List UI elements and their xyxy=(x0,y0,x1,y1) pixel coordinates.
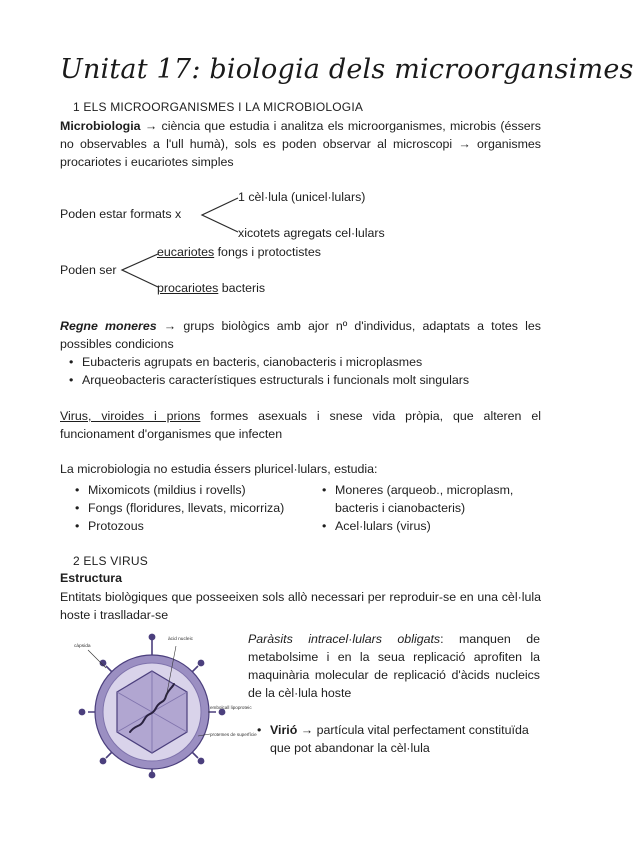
list-item: • Protozous xyxy=(66,517,316,535)
section-1-heading: 1 ELS MICROORGANISMES I LA MICROBIOLOGIA xyxy=(73,100,364,114)
studies-left-list xyxy=(66,481,316,535)
ser-branch-2 xyxy=(157,281,265,295)
list-item: • Fongs (floridures, llevats, micorriza) xyxy=(66,499,316,517)
list-item: • Mixomicots (mildius i rovells) xyxy=(66,481,316,499)
studies-intro: La microbiologia no estudia éssers pluricel·lulars, estudia: xyxy=(60,462,378,476)
virus-text: formes asexuals i snese vida pròpia, que alteren el funcionament d'organismes que infecten xyxy=(60,409,541,441)
page-title: Unitat 17: biologia dels microorgansimes xyxy=(60,54,634,85)
ser-label: Poden ser xyxy=(60,263,117,277)
eucariotes-text: fongs i protoctistes xyxy=(214,245,321,259)
procariotes-term: procariotes xyxy=(157,281,219,295)
procariotes-text: bacteris xyxy=(218,281,266,295)
parasits-paragraph xyxy=(248,630,540,702)
list-item: • Moneres (arqueob., microplasm, bacteris i cianobacteris) xyxy=(313,481,545,517)
virio-text: → partícula vital perfectament constituïda que pot abandonar la cèl·lula xyxy=(270,723,529,755)
estructura-subheading: Estructura xyxy=(60,571,122,585)
eucariotes-term: eucariotes xyxy=(157,245,215,259)
formats-label: Poden estar formats x xyxy=(60,207,182,221)
microbiologia-definition xyxy=(60,117,541,171)
studies-right-list xyxy=(313,481,545,535)
list-item: • Eubacteris agrupats en bacteris, cianobacteris i microplasmes xyxy=(60,353,545,371)
ser-bracket-icon xyxy=(120,252,160,292)
virio-term: Virió xyxy=(270,723,298,737)
moneres-list xyxy=(60,353,545,389)
moneres-text: → grups biològics amb ajor nº d'individus, adaptats a totes les possibles condicions xyxy=(60,319,541,351)
capsid-label: càpsida xyxy=(74,644,91,649)
moneres-term: Regne moneres xyxy=(60,319,157,333)
virus-diagram xyxy=(60,628,257,778)
nucleic-acid-label: àcid nucleic xyxy=(168,637,194,642)
virus-paragraph xyxy=(60,407,541,443)
formats-branch-2: xicotets agregats cel·lulars xyxy=(238,226,385,240)
section-2-heading: 2 ELS VIRUS xyxy=(73,554,148,568)
microbiologia-term: Microbiologia xyxy=(60,119,141,133)
formats-bracket-icon xyxy=(200,196,240,236)
virio-list xyxy=(248,721,540,757)
list-item xyxy=(248,721,540,757)
surface-proteins-label: proteïnes de superfície xyxy=(210,732,257,737)
list-item: • Acel·lulars (virus) xyxy=(313,517,545,535)
microbiologia-text: → ciència que estudia i analitza els microorganismes, microbis (éssers no observables a l'ull humà), sols es poden observar al microscopi → organismes procariotes i eucariotes simples xyxy=(60,119,541,169)
list-item: • Arqueobacteris característiques estructurals i funcionals molt singulars xyxy=(60,371,545,389)
formats-branch-1: 1 cèl·lula (unicel·lulars) xyxy=(238,190,366,204)
parasits-text: : manquen de metabolsime i en la seua replicació aprofiten la maquinària molecular de replicació d'àcids nucleics de la cèl·lula hoste xyxy=(248,632,540,700)
parasits-term: Paràsits intracel·lulars obligats xyxy=(248,632,441,646)
ser-branch-1 xyxy=(157,245,321,259)
virus-term: Virus, viroides i prions xyxy=(60,409,201,423)
virus-intro: Entitats biològiques que posseeixen sols allò necessari per reproduir-se en una cèl·lula hoste i traslladar-se xyxy=(60,590,541,622)
moneres-paragraph xyxy=(60,317,541,353)
envelope-label: embolcall lipoproteic xyxy=(210,705,252,710)
